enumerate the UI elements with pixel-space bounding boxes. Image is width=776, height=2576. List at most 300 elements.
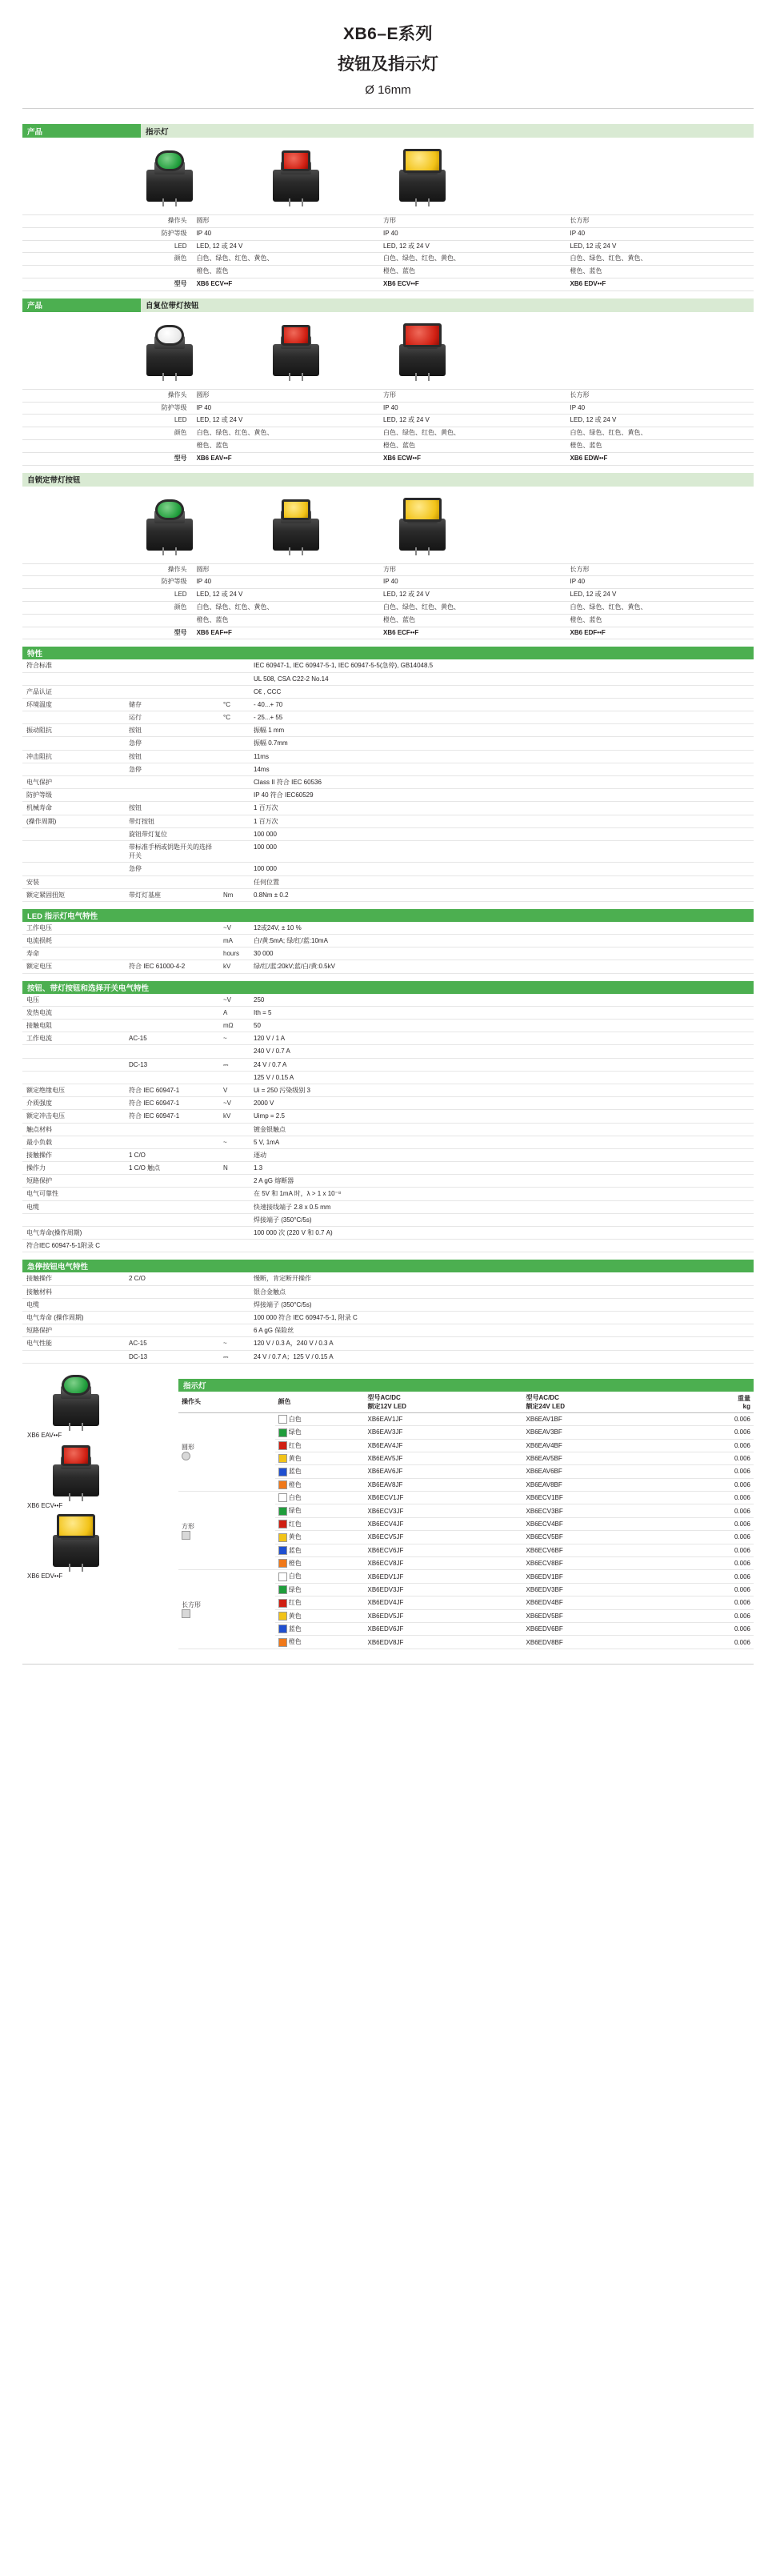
ordering-color: 蓝色 bbox=[275, 1465, 365, 1478]
characteristic-row bbox=[22, 935, 754, 947]
spec-value-square: XB6 ECF••F bbox=[383, 628, 419, 636]
ordering-shape-cell: 长方形 bbox=[178, 1570, 275, 1649]
product-photo-cell bbox=[245, 144, 347, 206]
ordering-photos bbox=[22, 1372, 170, 1649]
terminal-lead bbox=[82, 1493, 83, 1501]
char-unit bbox=[219, 827, 250, 840]
shape-swatch-icon bbox=[182, 1531, 190, 1540]
ordering-color: 绿色 bbox=[275, 1426, 365, 1439]
product-photo-cell bbox=[245, 318, 347, 381]
product-photo-cell bbox=[371, 144, 474, 206]
product-button-round bbox=[140, 496, 199, 555]
char-sublabel: 符合 IEC 60947-1 bbox=[125, 1097, 219, 1110]
char-label: 冲击阻抗 bbox=[22, 750, 125, 763]
section-bar bbox=[22, 473, 754, 487]
char-unit bbox=[219, 776, 250, 789]
estop-table bbox=[22, 1272, 754, 1363]
terminal-lead bbox=[69, 1564, 70, 1572]
ordering-code-12v: XB6EAV5JF bbox=[364, 1452, 522, 1464]
ordering-table-wrap bbox=[178, 1372, 754, 1649]
char-value: - 40...+ 70 bbox=[250, 698, 754, 711]
char-unit: V bbox=[219, 1084, 250, 1096]
estop-header: 急停按钮电气特性 bbox=[22, 1260, 754, 1272]
col-weight-line2: kg bbox=[742, 1402, 750, 1410]
char-sublabel bbox=[125, 1123, 219, 1136]
char-value: 绿/红/蓝:20kV;蓝/白/黄:0.5kV bbox=[250, 960, 754, 973]
button-body bbox=[399, 170, 446, 202]
char-label: 操作力 bbox=[22, 1162, 125, 1175]
char-label: 额定电压 bbox=[22, 960, 125, 973]
ordering-weight: 0.006 bbox=[682, 1465, 754, 1478]
char-sublabel: 旋钮带灯复位 bbox=[125, 827, 219, 840]
char-sublabel: 带灯灯基座 bbox=[125, 888, 219, 901]
button-body bbox=[399, 519, 446, 551]
col-weight-line1: 重量 bbox=[738, 1394, 750, 1402]
char-value: 1 百万次 bbox=[250, 802, 754, 815]
spec-value-rect: XB6 EDV••F bbox=[570, 279, 606, 287]
char-sublabel bbox=[125, 1006, 219, 1019]
char-unit bbox=[219, 763, 250, 775]
char-value: 5 V, 1mA bbox=[250, 1136, 754, 1148]
char-value: 30 000 bbox=[250, 947, 754, 960]
spec-label bbox=[22, 439, 194, 452]
ordering-weight: 0.006 bbox=[682, 1636, 754, 1649]
spec-value-round: 圆形 bbox=[196, 217, 210, 224]
spec-value-rect: 长方形 bbox=[570, 217, 590, 224]
char-label: 接触材料 bbox=[22, 1285, 125, 1298]
char-sublabel bbox=[125, 685, 219, 698]
char-sublabel: 急停 bbox=[125, 763, 219, 775]
color-swatch-icon bbox=[278, 1415, 287, 1424]
ordering-weight: 0.006 bbox=[682, 1426, 754, 1439]
char-unit bbox=[219, 1045, 250, 1058]
col-code-24 bbox=[523, 1392, 682, 1413]
char-unit bbox=[219, 1285, 250, 1298]
title-diameter: Ø 16mm bbox=[365, 83, 411, 97]
spec-value-square: LED, 12 或 24 V bbox=[383, 591, 430, 599]
spec-value-round: 白色、绿色、红色、黄色、 bbox=[196, 603, 274, 611]
button-body bbox=[399, 344, 446, 376]
ordering-weight: 0.006 bbox=[682, 1609, 754, 1622]
characteristic-row bbox=[22, 1272, 754, 1285]
char-value: 焊接端子 (350°C/5s) bbox=[250, 1213, 754, 1226]
button-body bbox=[53, 1464, 99, 1496]
spec-label: 颜色 bbox=[174, 603, 187, 611]
spec-value-square: 白色、绿色、红色、黄色、 bbox=[383, 254, 461, 262]
button-body bbox=[273, 170, 319, 202]
ordering-button-round bbox=[46, 1372, 106, 1431]
button-cap-round bbox=[62, 1375, 90, 1396]
spec-row bbox=[22, 402, 754, 415]
char-unit bbox=[219, 1148, 250, 1161]
ordering-weight: 0.006 bbox=[682, 1452, 754, 1464]
spec-value-rect: 橙色、蓝色 bbox=[570, 267, 602, 275]
color-swatch-icon bbox=[278, 1468, 287, 1476]
section-bar bbox=[22, 124, 754, 138]
ordering-color: 白色 bbox=[275, 1492, 365, 1504]
characteristic-row bbox=[22, 1324, 754, 1337]
terminal-lead bbox=[415, 373, 417, 381]
ordering-weight: 0.006 bbox=[682, 1596, 754, 1609]
ordering-button-rect bbox=[46, 1512, 106, 1572]
title-series: XB6–E系列 bbox=[342, 25, 434, 43]
char-value: 100 000 bbox=[250, 863, 754, 875]
ordering-color: 黄色 bbox=[275, 1609, 365, 1622]
characteristic-row bbox=[22, 1285, 754, 1298]
characteristic-row bbox=[22, 724, 754, 737]
spec-value-rect: XB6 EDW••F bbox=[570, 454, 608, 462]
characteristic-row bbox=[22, 776, 754, 789]
char-unit bbox=[219, 659, 250, 672]
char-label: 额定冲击电压 bbox=[22, 1110, 125, 1123]
product-button-rect bbox=[393, 147, 452, 206]
char-sublabel bbox=[125, 776, 219, 789]
spec-row bbox=[22, 266, 754, 278]
spec-value-round: 橙色、蓝色 bbox=[196, 267, 229, 275]
char-label: 电缆 bbox=[22, 1298, 125, 1311]
ordering-code-24v: XB6EAV4BF bbox=[523, 1439, 682, 1452]
product-button-rect bbox=[393, 322, 452, 381]
spec-value-round: 橙色、蓝色 bbox=[196, 615, 229, 623]
char-unit: A bbox=[219, 1006, 250, 1019]
terminal-lead bbox=[175, 198, 177, 206]
col-code-12 bbox=[364, 1392, 522, 1413]
char-sublabel: 带标准手柄或钥匙开关的选择开关 bbox=[125, 840, 219, 862]
ordering-shape-cell: 方形 bbox=[178, 1492, 275, 1570]
ordering-photo-item bbox=[22, 1372, 170, 1442]
characteristic-row bbox=[22, 1084, 754, 1096]
spec-value-rect: 白色、绿色、红色、黄色、 bbox=[570, 254, 647, 262]
spec-value-square: 橙色、蓝色 bbox=[383, 267, 416, 275]
spec-row bbox=[22, 563, 754, 576]
product-photo-cell bbox=[245, 493, 347, 555]
spec-row bbox=[22, 253, 754, 266]
char-sublabel bbox=[125, 659, 219, 672]
char-label bbox=[22, 827, 125, 840]
button-cap-round bbox=[155, 325, 184, 346]
section-bar-right: 指示灯 bbox=[141, 124, 754, 138]
char-unit: ~V bbox=[219, 922, 250, 935]
ordering-code-24v: XB6EDV6BF bbox=[523, 1622, 682, 1635]
ordering-code-12v: XB6EDV6JF bbox=[364, 1622, 522, 1635]
ordering-code-12v: XB6EAV4JF bbox=[364, 1439, 522, 1452]
characteristic-row bbox=[22, 1311, 754, 1324]
ordering-weight: 0.006 bbox=[682, 1439, 754, 1452]
product-button-square bbox=[266, 496, 326, 555]
ordering-color: 黄色 bbox=[275, 1531, 365, 1544]
button-cap-square bbox=[62, 1445, 90, 1466]
char-sublabel: DC-13 bbox=[125, 1058, 219, 1071]
char-sublabel bbox=[125, 1200, 219, 1213]
characteristic-row bbox=[22, 922, 754, 935]
spec-label: 防护等级 bbox=[161, 578, 187, 586]
spec-label: 型号 bbox=[174, 279, 187, 287]
char-label: 发热电流 bbox=[22, 1006, 125, 1019]
section-bar-left: 产品 bbox=[22, 124, 141, 138]
char-sublabel bbox=[125, 875, 219, 888]
spec-value-rect: XB6 EDF••F bbox=[570, 628, 606, 636]
ordering-head-row bbox=[178, 1392, 754, 1413]
spec-value-rect: LED, 12 或 24 V bbox=[570, 416, 617, 424]
characteristic-row bbox=[22, 1350, 754, 1363]
char-label: 额定紧固扭矩 bbox=[22, 888, 125, 901]
char-sublabel bbox=[125, 947, 219, 960]
char-value: 11ms bbox=[250, 750, 754, 763]
spec-row bbox=[22, 601, 754, 614]
led-table bbox=[22, 922, 754, 974]
characteristic-row bbox=[22, 947, 754, 960]
char-label bbox=[22, 1045, 125, 1058]
col-code-24-line1: 型号AC/DC bbox=[526, 1393, 559, 1401]
page-title bbox=[22, 0, 754, 117]
ordering-color: 橙色 bbox=[275, 1478, 365, 1491]
char-unit bbox=[219, 1227, 250, 1240]
ordering-code-12v: XB6ECV6JF bbox=[364, 1544, 522, 1556]
spec-row bbox=[22, 627, 754, 639]
char-label: 接触操作 bbox=[22, 1148, 125, 1161]
char-sublabel bbox=[125, 922, 219, 935]
char-value: 50 bbox=[250, 1020, 754, 1032]
spec-value-round: LED, 12 或 24 V bbox=[196, 416, 243, 424]
ordering-code-12v: XB6EDV5JF bbox=[364, 1609, 522, 1622]
color-swatch-icon bbox=[278, 1612, 287, 1621]
characteristic-row bbox=[22, 960, 754, 973]
terminal-lead bbox=[289, 547, 290, 555]
shape-swatch-icon bbox=[182, 1452, 190, 1460]
char-unit bbox=[219, 672, 250, 685]
char-value: 振幅 1 mm bbox=[250, 724, 754, 737]
color-swatch-icon bbox=[278, 1493, 287, 1502]
product-photo-cell bbox=[371, 493, 474, 555]
spec-label: LED bbox=[174, 591, 187, 599]
table-row bbox=[178, 1492, 754, 1504]
spec-value-square: 方形 bbox=[383, 391, 397, 399]
col-code-24-line2: 额定24V LED bbox=[526, 1402, 565, 1410]
ordering-code-12v: XB6ECV1JF bbox=[364, 1492, 522, 1504]
char-label: 环境温度 bbox=[22, 698, 125, 711]
footer-divider bbox=[22, 1664, 754, 1665]
characteristic-row bbox=[22, 1227, 754, 1240]
char-value: 1.3 bbox=[250, 1162, 754, 1175]
ordering-weight: 0.006 bbox=[682, 1531, 754, 1544]
char-value: 在 5V 和 1mA 时，λ > 1 x 10⁻⁸ bbox=[250, 1188, 754, 1200]
char-unit: Nm bbox=[219, 888, 250, 901]
terminal-lead bbox=[69, 1423, 70, 1431]
ordering-code-24v: XB6EDV1BF bbox=[523, 1570, 682, 1583]
char-sublabel: 符合 IEC 61000-4-2 bbox=[125, 960, 219, 973]
ordering-code-12v: XB6EAV8JF bbox=[364, 1478, 522, 1491]
char-sublabel bbox=[125, 789, 219, 802]
char-unit: °C bbox=[219, 711, 250, 724]
product-photos bbox=[22, 487, 754, 559]
spec-label: 颜色 bbox=[174, 429, 187, 437]
char-label bbox=[22, 711, 125, 724]
characteristic-row bbox=[22, 1071, 754, 1084]
col-code-12-line1: 型号AC/DC bbox=[367, 1393, 401, 1401]
char-sublabel: 急停 bbox=[125, 863, 219, 875]
spec-value-square: IP 40 bbox=[383, 229, 398, 237]
char-value: 24 V / 0.7 A bbox=[250, 1058, 754, 1071]
char-unit bbox=[219, 1213, 250, 1226]
product-button-square bbox=[266, 147, 326, 206]
color-swatch-icon bbox=[278, 1599, 287, 1608]
char-value: IEC 60947-1, IEC 60947-5-1, IEC 60947-5-5(急停), GB14048.5 bbox=[250, 659, 754, 672]
shape-swatch-icon bbox=[182, 1609, 190, 1618]
button-cap-round bbox=[155, 499, 184, 520]
char-unit bbox=[219, 1071, 250, 1084]
electrical-header: 按钮、带灯按钮和选择开关电气特性 bbox=[22, 981, 754, 994]
char-sublabel bbox=[125, 1071, 219, 1084]
product-button-round bbox=[140, 322, 199, 381]
characteristic-row bbox=[22, 685, 754, 698]
char-value: 12或24V, ± 10 % bbox=[250, 922, 754, 935]
button-cap-square bbox=[282, 499, 310, 520]
spec-label bbox=[22, 266, 194, 278]
ordering-header: 指示灯 bbox=[178, 1379, 754, 1392]
characteristic-row bbox=[22, 763, 754, 775]
char-value: - 25...+ 55 bbox=[250, 711, 754, 724]
spec-value-rect: 长方形 bbox=[570, 391, 590, 399]
spec-value-round: 圆形 bbox=[196, 391, 210, 399]
char-label bbox=[22, 1058, 125, 1071]
char-value: 2000 V bbox=[250, 1097, 754, 1110]
ordering-code-12v: XB6EDV4JF bbox=[364, 1596, 522, 1609]
color-swatch-icon bbox=[278, 1520, 287, 1528]
char-unit bbox=[219, 1175, 250, 1188]
characteristic-row bbox=[22, 698, 754, 711]
char-label bbox=[22, 1071, 125, 1084]
terminal-lead bbox=[289, 198, 290, 206]
char-label: 机械寿命 bbox=[22, 802, 125, 815]
char-label: 电气寿命 (操作周期) bbox=[22, 1311, 125, 1324]
led-header: LED 指示灯电气特性 bbox=[22, 909, 754, 922]
char-unit bbox=[219, 840, 250, 862]
char-sublabel bbox=[125, 1240, 219, 1252]
char-unit bbox=[219, 1200, 250, 1213]
spec-label: LED bbox=[174, 242, 187, 250]
color-swatch-icon bbox=[278, 1559, 287, 1568]
ordering-code-24v: XB6EAV8BF bbox=[523, 1478, 682, 1491]
char-value: 6 A gG 保险丝 bbox=[250, 1324, 754, 1337]
characteristic-row bbox=[22, 1200, 754, 1213]
terminal-lead bbox=[69, 1493, 70, 1501]
ordering-weight: 0.006 bbox=[682, 1504, 754, 1517]
spec-value-square: IP 40 bbox=[383, 403, 398, 411]
product-photo-cell bbox=[118, 318, 221, 381]
electrical-table bbox=[22, 994, 754, 1253]
button-cap-rect bbox=[403, 149, 442, 173]
characteristic-row bbox=[22, 737, 754, 750]
spec-value-square: 方形 bbox=[383, 565, 397, 573]
spec-row bbox=[22, 415, 754, 427]
char-unit bbox=[219, 1123, 250, 1136]
spec-value-rect: 橙色、蓝色 bbox=[570, 615, 602, 623]
product-photos bbox=[22, 138, 754, 210]
char-label: 额定绝缘电压 bbox=[22, 1084, 125, 1096]
spec-row bbox=[22, 427, 754, 440]
char-label bbox=[22, 737, 125, 750]
ordering-code-24v: XB6EAV5BF bbox=[523, 1452, 682, 1464]
char-value: IP 40 符合 IEC60529 bbox=[250, 789, 754, 802]
char-value: C€ , CCC bbox=[250, 685, 754, 698]
button-body bbox=[146, 344, 193, 376]
ordering-photo-item bbox=[22, 1442, 170, 1512]
ordering-section bbox=[22, 1372, 754, 1649]
char-unit bbox=[219, 724, 250, 737]
ordering-photo-code: XB6 EDV••F bbox=[27, 1572, 63, 1580]
ordering-code-24v: XB6EAV1BF bbox=[523, 1412, 682, 1425]
spec-row bbox=[22, 240, 754, 253]
char-value: Class II 符合 IEC 60536 bbox=[250, 776, 754, 789]
char-sublabel bbox=[125, 1285, 219, 1298]
char-value: 240 V / 0.7 A bbox=[250, 1045, 754, 1058]
char-unit bbox=[219, 815, 250, 827]
ordering-weight: 0.006 bbox=[682, 1583, 754, 1596]
ordering-code-12v: XB6EAV1JF bbox=[364, 1412, 522, 1425]
char-value: 14ms bbox=[250, 763, 754, 775]
char-unit bbox=[219, 1272, 250, 1285]
spec-row bbox=[22, 439, 754, 452]
ordering-color: 橙色 bbox=[275, 1636, 365, 1649]
terminal-lead bbox=[302, 547, 303, 555]
characteristic-row bbox=[22, 1188, 754, 1200]
characteristic-row bbox=[22, 863, 754, 875]
char-label: 符合标准 bbox=[22, 659, 125, 672]
color-swatch-icon bbox=[278, 1585, 287, 1594]
characteristic-row bbox=[22, 789, 754, 802]
button-body bbox=[146, 170, 193, 202]
spec-value-square: 橙色、蓝色 bbox=[383, 615, 416, 623]
color-swatch-icon bbox=[278, 1480, 287, 1489]
ordering-weight: 0.006 bbox=[682, 1492, 754, 1504]
spec-value-square: 白色、绿色、红色、黄色、 bbox=[383, 603, 461, 611]
char-label: (操作周期) bbox=[22, 815, 125, 827]
section-bar-right: 自锁定带灯按钮 bbox=[22, 473, 754, 487]
product-spec-table bbox=[22, 214, 754, 291]
char-sublabel: 符合 IEC 60947-1 bbox=[125, 1084, 219, 1096]
product-photo-cell bbox=[118, 144, 221, 206]
ordering-code-12v: XB6EDV3JF bbox=[364, 1583, 522, 1596]
characteristic-row bbox=[22, 1045, 754, 1058]
char-unit: ~V bbox=[219, 1097, 250, 1110]
spec-value-round: IP 40 bbox=[196, 229, 212, 237]
spec-value-round: IP 40 bbox=[196, 403, 212, 411]
char-value: 白/黄:5mA; 绿/红/蓝:10mA bbox=[250, 935, 754, 947]
char-label bbox=[22, 1213, 125, 1226]
ordering-color: 绿色 bbox=[275, 1583, 365, 1596]
char-unit bbox=[219, 1324, 250, 1337]
button-body bbox=[273, 519, 319, 551]
section-bar bbox=[22, 298, 754, 312]
ordering-code-24v: XB6EAV3BF bbox=[523, 1426, 682, 1439]
color-swatch-icon bbox=[278, 1533, 287, 1542]
char-unit bbox=[219, 1188, 250, 1200]
char-sublabel: 储存 bbox=[125, 698, 219, 711]
characteristic-row bbox=[22, 1006, 754, 1019]
spec-value-square: XB6 ECW••F bbox=[383, 454, 421, 462]
terminal-lead bbox=[175, 547, 177, 555]
terminal-lead bbox=[162, 198, 164, 206]
ordering-color: 白色 bbox=[275, 1412, 365, 1425]
ordering-shape-cell: 圆形 bbox=[178, 1412, 275, 1491]
char-value: 120 V / 0.3 A，240 V / 0.3 A bbox=[250, 1337, 754, 1350]
spec-value-round: 圆形 bbox=[196, 565, 210, 573]
char-unit bbox=[219, 863, 250, 875]
char-unit bbox=[219, 750, 250, 763]
ordering-weight: 0.006 bbox=[682, 1412, 754, 1425]
ordering-weight: 0.006 bbox=[682, 1478, 754, 1491]
terminal-lead bbox=[302, 373, 303, 381]
